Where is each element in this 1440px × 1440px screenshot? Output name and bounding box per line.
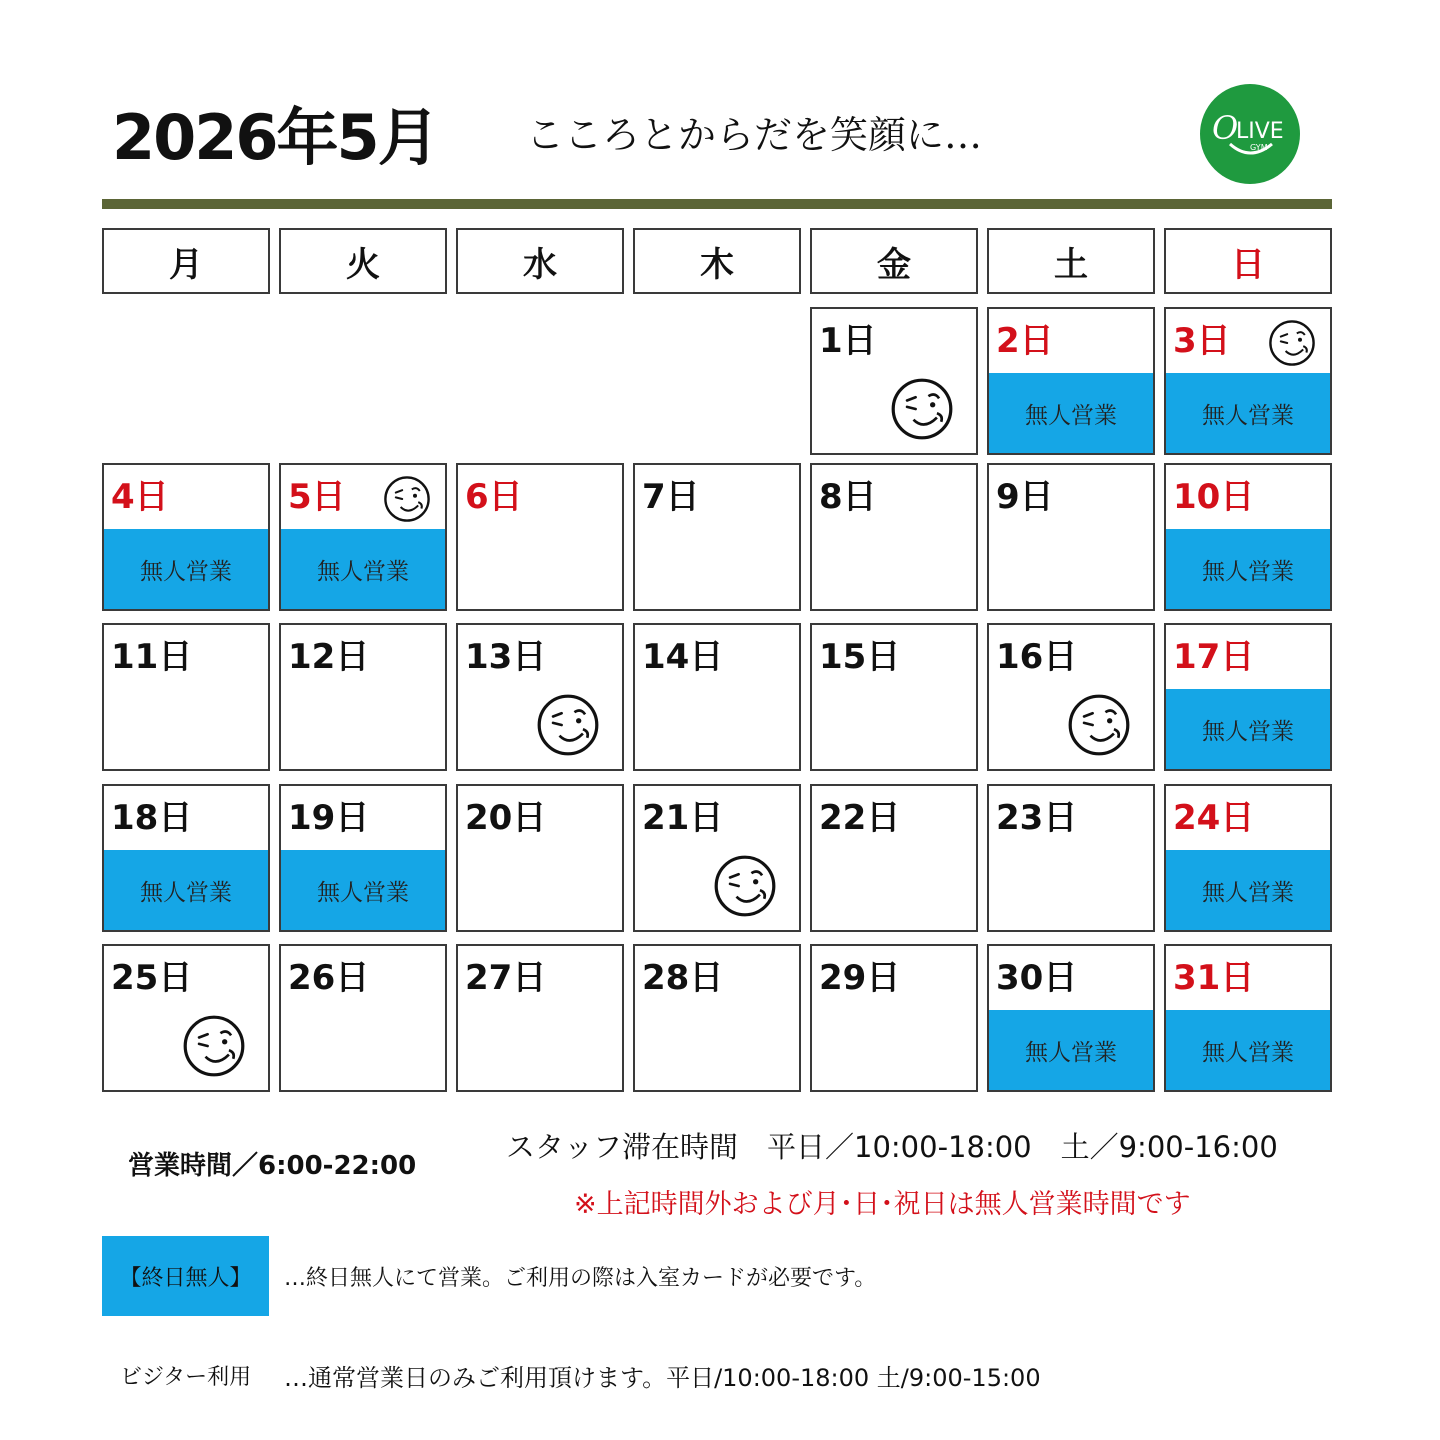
day-cell xyxy=(1164,623,1332,771)
legend-unmanned-text: …終日無人にて営業。ご利用の際は入室カードが必要です。 xyxy=(284,1266,877,1291)
day-number: 2日 xyxy=(996,321,1054,361)
smiley-face-icon xyxy=(536,693,600,757)
weekday-header: 火 xyxy=(279,228,447,294)
smiley-face-icon xyxy=(1067,693,1131,757)
slogan: こころとからだを笑顔に… xyxy=(526,113,983,157)
day-cell xyxy=(633,623,801,771)
day-number: 11日 xyxy=(111,637,193,677)
day-number: 23日 xyxy=(996,798,1078,838)
day-cell xyxy=(1164,463,1332,611)
unmanned-badge: 無人営業 xyxy=(281,529,445,609)
smiley-face-icon xyxy=(383,475,431,523)
unmanned-badge: 無人営業 xyxy=(1166,1010,1330,1090)
day-number: 22日 xyxy=(819,798,901,838)
day-number: 10日 xyxy=(1173,477,1255,517)
day-number: 30日 xyxy=(996,958,1078,998)
day-number: 27日 xyxy=(465,958,547,998)
day-cell xyxy=(279,944,447,1092)
day-cell xyxy=(456,784,624,932)
day-number: 8日 xyxy=(819,477,877,517)
day-number: 17日 xyxy=(1173,637,1255,677)
day-number: 1日 xyxy=(819,321,877,361)
svg-text:LIVE: LIVE xyxy=(1236,119,1284,144)
day-number: 9日 xyxy=(996,477,1054,517)
legend-unmanned-swatch: 【終日無人】 xyxy=(102,1236,269,1316)
day-number: 28日 xyxy=(642,958,724,998)
day-number: 29日 xyxy=(819,958,901,998)
day-number: 19日 xyxy=(288,798,370,838)
day-cell xyxy=(987,944,1155,1092)
day-number: 25日 xyxy=(111,958,193,998)
day-cell xyxy=(1164,944,1332,1092)
day-cell xyxy=(987,463,1155,611)
day-cell xyxy=(987,307,1155,455)
day-cell xyxy=(987,784,1155,932)
unmanned-badge: 無人営業 xyxy=(989,1010,1153,1090)
unmanned-badge: 無人営業 xyxy=(104,529,268,609)
weekday-header: 水 xyxy=(456,228,624,294)
day-cell xyxy=(810,307,978,455)
day-number: 6日 xyxy=(465,477,523,517)
day-cell xyxy=(810,944,978,1092)
unmanned-badge: 無人営業 xyxy=(104,850,268,930)
weekday-header: 月 xyxy=(102,228,270,294)
day-number: 12日 xyxy=(288,637,370,677)
smiley-face-icon xyxy=(182,1014,246,1078)
weekday-header: 日 xyxy=(1164,228,1332,294)
day-number: 7日 xyxy=(642,477,700,517)
day-number: 15日 xyxy=(819,637,901,677)
day-cell xyxy=(279,784,447,932)
day-number: 21日 xyxy=(642,798,724,838)
visitor-text: …通常営業日のみご利用頂けます。平日/10:00-18:00 土/9:00-15:00 xyxy=(284,1364,1041,1392)
svg-text:GYM: GYM xyxy=(1250,143,1268,152)
unmanned-badge: 無人営業 xyxy=(1166,850,1330,930)
day-number: 31日 xyxy=(1173,958,1255,998)
unmanned-badge: 無人営業 xyxy=(1166,373,1330,453)
day-cell xyxy=(279,623,447,771)
smiley-face-icon xyxy=(890,377,954,441)
day-cell xyxy=(810,623,978,771)
weekday-header: 土 xyxy=(987,228,1155,294)
staff-hours: スタッフ滞在時間 平日／10:00-18:00 土／9:00-16:00 xyxy=(506,1130,1278,1164)
day-cell xyxy=(102,944,270,1092)
day-number: 5日 xyxy=(288,477,346,517)
day-cell xyxy=(633,944,801,1092)
page-title: 2026年5月 xyxy=(112,101,438,174)
day-number: 18日 xyxy=(111,798,193,838)
day-number: 3日 xyxy=(1173,321,1231,361)
olive-gym-logo xyxy=(1200,84,1300,184)
day-cell xyxy=(987,623,1155,771)
day-number: 13日 xyxy=(465,637,547,677)
day-cell xyxy=(102,623,270,771)
visitor-label: ビジター利用 xyxy=(120,1365,252,1390)
day-cell xyxy=(810,463,978,611)
day-cell xyxy=(279,463,447,611)
day-number: 4日 xyxy=(111,477,169,517)
day-cell xyxy=(1164,307,1332,455)
unmanned-badge: 無人営業 xyxy=(1166,529,1330,609)
day-cell xyxy=(102,463,270,611)
smiley-face-icon xyxy=(713,854,777,918)
svg-text:O: O xyxy=(1212,109,1239,147)
smiley-face-icon xyxy=(1268,319,1316,367)
unmanned-badge: 無人営業 xyxy=(281,850,445,930)
day-number: 14日 xyxy=(642,637,724,677)
day-cell xyxy=(102,784,270,932)
day-cell xyxy=(456,623,624,771)
weekday-header: 金 xyxy=(810,228,978,294)
header-divider xyxy=(102,199,1332,209)
day-number: 16日 xyxy=(996,637,1078,677)
business-hours: 営業時間／6:00-22:00 xyxy=(128,1151,417,1181)
day-cell xyxy=(1164,784,1332,932)
unmanned-badge: 無人営業 xyxy=(1166,689,1330,769)
day-number: 26日 xyxy=(288,958,370,998)
day-cell xyxy=(810,784,978,932)
day-cell xyxy=(456,463,624,611)
day-cell xyxy=(633,463,801,611)
day-number: 24日 xyxy=(1173,798,1255,838)
unmanned-badge: 無人営業 xyxy=(989,373,1153,453)
unmanned-note: ※上記時間外および月･日･祝日は無人営業時間です xyxy=(574,1189,1191,1220)
day-cell xyxy=(633,784,801,932)
day-number: 20日 xyxy=(465,798,547,838)
day-cell xyxy=(456,944,624,1092)
weekday-header: 木 xyxy=(633,228,801,294)
